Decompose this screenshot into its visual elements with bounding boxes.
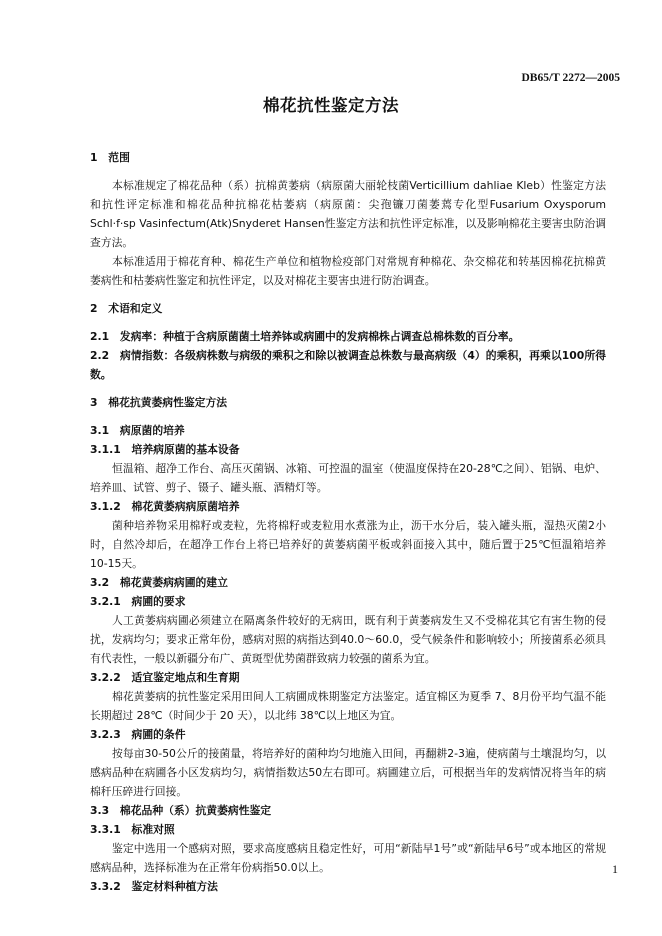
definition-incidence: 2.1 发病率：种植于含病原菌菌土培养钵或病圃中的发病棉株占调查总棉株数的百分率。 [90,330,520,343]
definition-disease-index: 2.2 病情指数：各级病株数与病级的乘积之和除以被调查总株数与最高病级（4）的乘积，再乘以100所得数。 [90,349,606,381]
page-number: 1 [612,862,618,876]
section-3-1-1-heading: 3.1.1 培养病原菌的基本设备 [90,443,240,456]
section-3-1-heading: 3.1 病原菌的培养 [90,424,185,437]
section-3-2-2-heading: 3.2.2 适宜鉴定地点和生育期 [90,671,240,684]
section-3-1-2-paragraph: 菌种培养物采用棉籽或麦粒，先将棉籽或麦粒用水煮涨为止，沥干水分后，装入罐头瓶，湿热灭菌2小时，自然冷却后，在超净工作台上将已培养好的黄萎病菌平板或斜面接入其中，随后置于25℃恒温箱培养10-15天。 [90,519,606,570]
section-3-1-2-heading: 3.1.2 棉花黄萎病病原菌培养 [90,500,240,513]
section-2-heading: 2 术语和定义 [90,302,163,315]
section-3-2-1-paragraph: 人工黄萎病病圃必须建立在隔离条件较好的无病田，既有利于黄萎病发生又不受棉花其它有害生物的侵扰，发病均匀；要求正常年份，感病对照的病指达到40.0～60.0，受气候条件和影响较小；所接菌系必须具有代表性，一般以新疆分布广、黄斑型优势菌群致病力较强的菌系为宜。 [90,614,606,665]
section-3-3-1-paragraph: 鉴定中选用一个感病对照，要求高度感病且稳定性好，可用“新陆早1号”或“新陆早6号”或本地区的常规感病品种，选择标准为在正常年份病指50.0以上。 [90,842,606,874]
section-1-paragraph-2: 本标准适用于棉花育种、棉花生产单位和植物检疫部门对常规育种棉花、杂交棉花和转基因棉花抗棉黄萎病性和枯萎病性鉴定和抗性评定，以及对棉花主要害虫进行防治调查。 [90,255,606,287]
section-1-heading: 1 范围 [90,151,130,164]
section-1-paragraph-1: 本标准规定了棉花品种（系）抗棉黄萎病（病原菌大丽轮枝菌Verticillium dahliae Kleb）性鉴定方法和抗性评定标准和棉花品种抗棉花枯萎病（病原菌：尖孢镰刀菌萎蔫专化型Fusarium Oxysporum Schl·f·sp Vasinfectum(Atk)Snyderet Hansen性鉴定方法和抗性评定标准，以及影响棉花主要害虫防治调查方法。 [90,179,606,249]
section-3-heading: 3 棉花抗黄萎病性鉴定方法 [90,396,228,409]
section-3-2-3-heading: 3.2.3 病圃的条件 [90,728,186,741]
section-3-2-1-heading: 3.2.1 病圃的要求 [90,595,186,608]
section-3-2-heading: 3.2 棉花黄萎病病圃的建立 [90,576,228,589]
section-3-3-1-heading: 3.3.1 标准对照 [90,823,175,836]
section-3-1-1-paragraph: 恒温箱、超净工作台、高压灭菌锅、冰箱、可控温的温室（使温度保持在20-28℃之间）、铝锅、电炉、培养皿、试管、剪子、镊子、罐头瓶、酒精灯等。 [90,462,606,494]
page-title: 棉花抗性鉴定方法 [263,96,399,115]
section-3-3-2-heading: 3.3.2 鉴定材料种植方法 [90,880,218,893]
document-body [90,148,606,896]
section-3-3-heading: 3.3 棉花品种（系）抗黄萎病性鉴定 [90,804,272,817]
section-3-2-2-paragraph: 棉花黄萎病的抗性鉴定采用田间人工病圃成株期鉴定方法鉴定。适宜棉区为夏季 7、8月份平均气温不能长期超过 28℃（时间少于 20 天），以北纬 38℃以上地区为宜。 [90,690,606,722]
document-number: DB65/T 2272—2005 [521,72,620,84]
section-3-2-3-paragraph: 按每亩30-50公斤的接菌量，将培养好的菌种均匀地施入田间，再翻耕2-3遍，使病菌与土壤混均匀，以感病品种在病圃各小区发病均匀，病情指数达50左右即可。病圃建立后，可根据当年的发病情况将当年的病棉秆压碎进行回接。 [90,747,606,798]
